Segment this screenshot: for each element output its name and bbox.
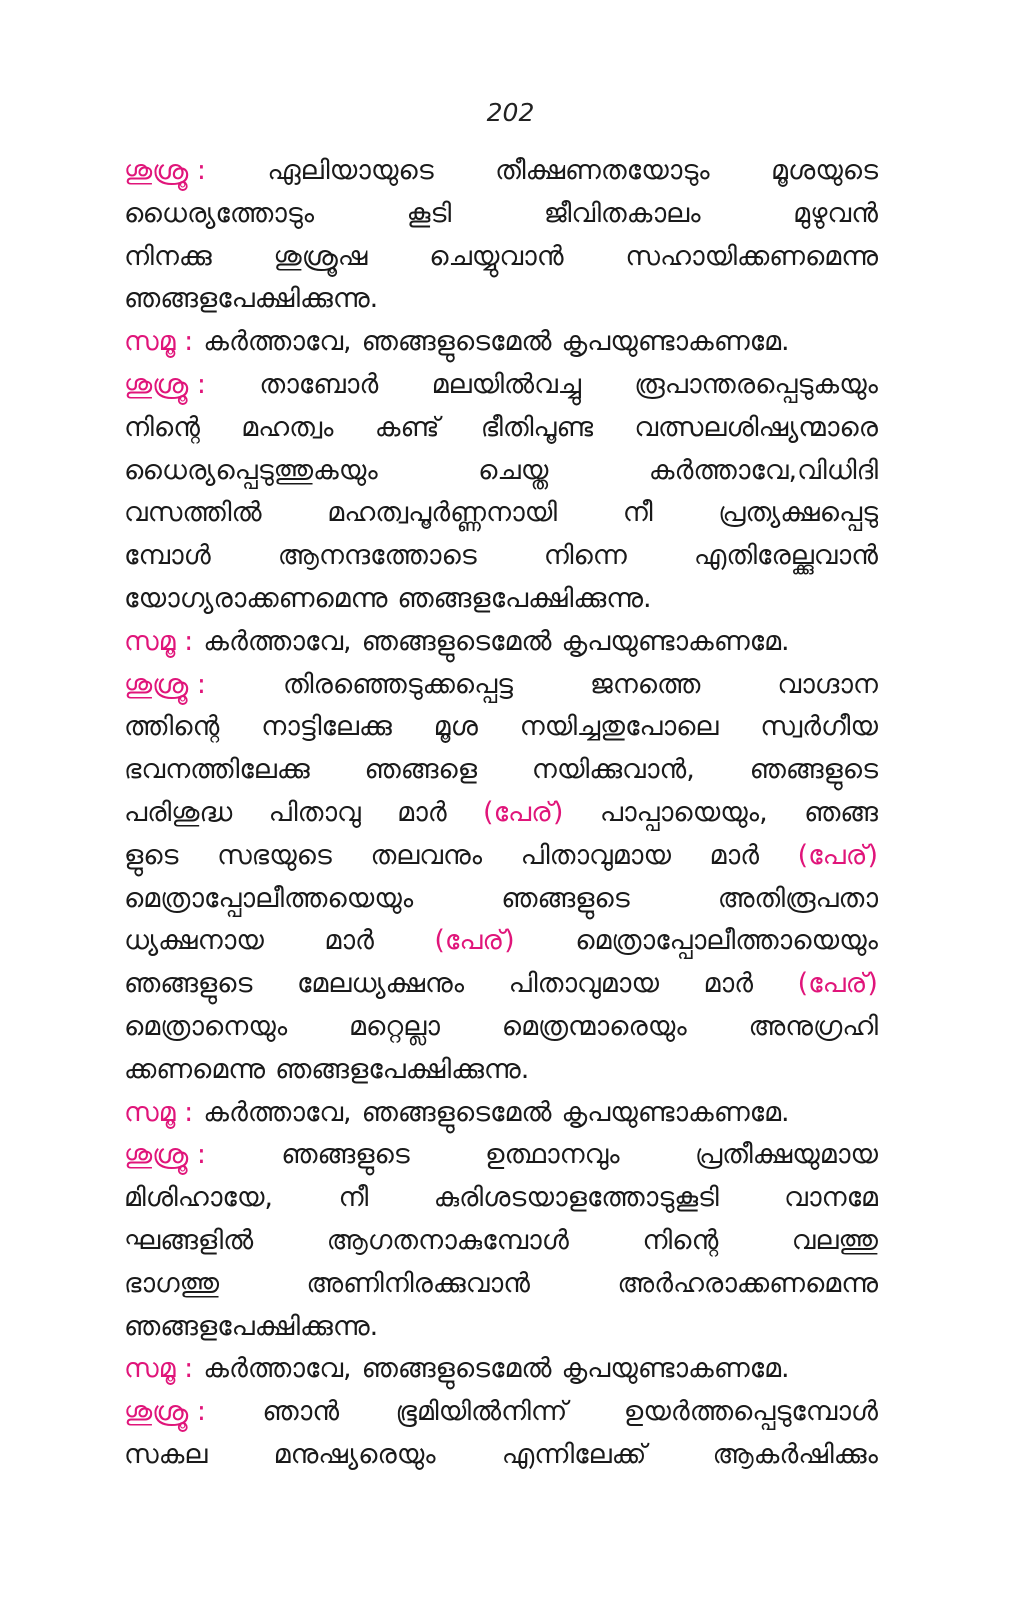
word: ആഗതനാകുമ്പോൾ xyxy=(326,1224,569,1256)
speaker-label: സമൂ : xyxy=(124,1353,194,1385)
word: മാർ xyxy=(397,796,447,828)
word: ഞാൻ xyxy=(262,1396,340,1428)
speaker-label: സമൂ : xyxy=(124,1096,194,1128)
word: ശുശ്രൂഷ xyxy=(273,240,368,272)
word: ചെയ്യുവാൻ xyxy=(429,240,564,272)
speaker-label: ശുശ്രൂ : xyxy=(124,1396,206,1428)
text-line xyxy=(124,1177,878,1220)
word: മ്പോൾ xyxy=(124,540,211,572)
word: മൂശ xyxy=(433,711,478,743)
word: മഹത്വപൂർണ്ണനായി xyxy=(327,497,558,529)
word: വത്സലശിഷ്യന്മാരെ xyxy=(634,411,878,443)
word: ഞങ്ങളുടെ xyxy=(501,882,630,914)
word: നിന്റെ xyxy=(642,1224,719,1256)
word: കൃപയുണ്ടാകണമേ. xyxy=(561,326,790,358)
word: അനുഗ്രഹി xyxy=(748,1010,878,1042)
word: സഭയുടെ xyxy=(217,839,332,871)
word: എതിരേല്ക്കുവാൻ xyxy=(693,540,878,572)
word: മലയിൽവച്ചു xyxy=(431,368,581,400)
word: പിതാവു xyxy=(268,796,361,828)
word: കർത്താവേ, xyxy=(203,625,352,657)
word: പ്രത്യക്ഷപ്പെടു xyxy=(718,497,878,529)
word: മുഴുവൻ xyxy=(793,197,878,229)
word: നീ xyxy=(338,1182,369,1214)
word: കണ്ട് xyxy=(374,411,440,443)
word: ക്കണമെന്നു xyxy=(124,1053,266,1085)
text-line xyxy=(124,193,878,236)
speaker-label: ശുശ്രൂ : xyxy=(124,368,206,400)
word: ഞങ്ങളുടെമേൽ xyxy=(361,326,552,358)
name-placeholder: (പേര്) xyxy=(483,796,564,828)
text-line xyxy=(124,278,878,321)
word: നീ xyxy=(622,497,653,529)
word: ഘങ്ങളിൽ xyxy=(124,1224,254,1256)
name-placeholder: (പേര്) xyxy=(434,925,515,957)
speaker-label: ശുശ്രൂ : xyxy=(124,155,206,186)
word: എന്നിലേക്ക് xyxy=(501,1438,647,1470)
word: സകല xyxy=(124,1438,208,1470)
text-line xyxy=(124,621,878,664)
speaker-label: ശുശ്രൂ : xyxy=(124,1139,206,1171)
text-line xyxy=(124,1348,878,1391)
text-line xyxy=(124,1391,878,1434)
text-line xyxy=(124,407,878,450)
word: താബോർ xyxy=(259,368,379,400)
text-line xyxy=(124,963,878,1006)
word: കർത്താവേ, xyxy=(203,326,352,358)
text-line xyxy=(124,1263,878,1306)
word: അണിനിരക്കുവാൻ xyxy=(306,1267,530,1299)
word: ജീവിതകാലം xyxy=(543,197,701,229)
page-number: 202 xyxy=(486,98,535,127)
word: ആകർഷിക്കും xyxy=(712,1438,878,1470)
word: പിതാവുമായ xyxy=(520,839,671,871)
word: മെത്രാപ്പോലീത്തയെയും xyxy=(124,882,414,914)
word: തലവനും xyxy=(370,839,483,871)
word: ഞങ്ങളപേക്ഷിക്കുന്നു. xyxy=(275,1053,530,1085)
word: ഞങ്ങളപേക്ഷിക്കുന്നു. xyxy=(124,1310,379,1342)
text-line xyxy=(124,1049,878,1092)
liturgy-text xyxy=(124,150,878,1477)
word: യോഗ്യരാക്കണമെന്നു xyxy=(124,582,388,614)
text-line xyxy=(124,236,878,279)
word: കർത്താവേ,വിധിദി xyxy=(648,454,878,486)
word: ളുടെ xyxy=(124,839,179,871)
text-line xyxy=(124,920,878,963)
word: മാർ xyxy=(324,925,374,957)
word: ഞങ്ങളപേക്ഷിക്കുന്നു. xyxy=(397,582,652,614)
word: വാഗ്ദാന xyxy=(777,668,878,700)
text-line xyxy=(124,578,878,621)
text-line xyxy=(124,1220,878,1263)
text-line xyxy=(124,706,878,749)
word: കുരിശടയാളത്തോടുകൂടി xyxy=(433,1182,719,1214)
word: ഉത്ഥാനവും xyxy=(485,1139,620,1171)
text-line xyxy=(124,1092,878,1135)
text-line xyxy=(124,749,878,792)
word: കൃപയുണ്ടാകണമേ. xyxy=(561,1353,790,1385)
word: മേലധ്യക്ഷനും xyxy=(296,968,465,1000)
word: നാട്ടിലേക്കു xyxy=(261,711,392,743)
name-placeholder: (പേര്) xyxy=(797,968,878,1000)
word: കൃപയുണ്ടാകണമേ. xyxy=(561,625,790,657)
word: ചെയ്ത xyxy=(478,454,549,486)
word: കർത്താവേ, xyxy=(203,1096,352,1128)
speaker-label: സമൂ : xyxy=(124,326,194,358)
word: മാർ xyxy=(703,968,754,1000)
word: മഹത്വം xyxy=(241,411,334,443)
word: ഞങ്ങളുടെമേൽ xyxy=(361,1353,552,1385)
word: ഭവനത്തിലേക്കു xyxy=(124,754,310,786)
word: മെത്രന്മാരെയും xyxy=(501,1010,687,1042)
word: ഉയർത്തപ്പെടുമ്പോൾ xyxy=(623,1396,878,1428)
word: ആനന്ദത്തോടെ xyxy=(277,540,477,572)
word: മെത്രാപ്പോലീത്തായെയും xyxy=(575,925,878,957)
word: ഞങ്ങളുടെ xyxy=(281,1139,410,1171)
word: അതിരൂപതാ xyxy=(717,882,878,914)
word: നിന്നെ xyxy=(543,540,627,572)
word: ധൈര്യത്തോടും xyxy=(124,197,315,229)
word: അർഹരാക്കണമെന്നു xyxy=(617,1267,878,1299)
word: നയിക്കുവാൻ, xyxy=(531,754,695,786)
word: പാപ്പായെയും, xyxy=(599,796,768,828)
word: മെത്രാനെയും xyxy=(124,1010,288,1042)
text-line xyxy=(124,1006,878,1049)
word: മറ്റെല്ലാ xyxy=(348,1010,440,1042)
text-line xyxy=(124,492,878,535)
text-line xyxy=(124,535,878,578)
text-line xyxy=(124,835,878,878)
word: ഏലിയായുടെ xyxy=(267,155,434,186)
word: ധ്യക്ഷനായ xyxy=(124,925,264,957)
text-line xyxy=(124,364,878,407)
word: കൃപയുണ്ടാകണമേ. xyxy=(561,1096,790,1128)
word: ധൈര്യപ്പെടുത്തുകയും xyxy=(124,454,378,486)
word: ഞങ്ങളുടെ xyxy=(749,754,878,786)
speaker-label: സമൂ : xyxy=(124,625,194,657)
name-placeholder: (പേര്) xyxy=(797,839,878,871)
word: തീക്ഷണതയോടും xyxy=(495,155,710,186)
word: വാനമേ xyxy=(784,1182,878,1214)
word: മൂശയുടെ xyxy=(771,155,878,186)
word: മിശിഹായേ, xyxy=(124,1182,274,1214)
word: മാർ xyxy=(709,839,760,871)
text-line xyxy=(124,1434,878,1477)
word: ഞങ്ങളപേക്ഷിക്കുന്നു. xyxy=(124,283,379,315)
word: പരിശുദ്ധ xyxy=(124,796,233,828)
word: മനുഷ്യരെയും xyxy=(273,1438,436,1470)
text-line xyxy=(124,1134,878,1177)
word: കർത്താവേ, xyxy=(203,1353,352,1385)
word: ഞങ്ങളെ xyxy=(364,754,477,786)
word: നിന്റെ xyxy=(124,411,200,443)
speaker-label: ശുശ്രൂ : xyxy=(124,668,206,700)
text-line xyxy=(124,450,878,493)
word: നയിച്ചതുപോലെ xyxy=(519,711,719,743)
word: ഞങ്ങളുടെ xyxy=(124,968,253,1000)
word: ഭാഗത്തു xyxy=(124,1267,220,1299)
word: വലത്തു xyxy=(791,1224,878,1256)
word: രൂപാന്തരപ്പെടുകയും xyxy=(634,368,878,400)
word: ത്തിന്റെ xyxy=(124,711,220,743)
word: നിനക്കു xyxy=(124,240,212,272)
word: ഭീതിപൂണ്ട xyxy=(480,411,594,443)
word: വസത്തിൽ xyxy=(124,497,262,529)
text-line xyxy=(124,664,878,707)
word: ഞങ്ങ xyxy=(804,796,878,828)
text-line xyxy=(124,792,878,835)
word: കൂടി xyxy=(406,197,452,229)
word: തിരഞ്ഞെടുക്കപ്പെട്ട xyxy=(282,668,513,700)
word: ജനത്തെ xyxy=(590,668,701,700)
word: സ്വർഗീയ xyxy=(760,711,878,743)
text-line xyxy=(124,1306,878,1349)
word: സഹായിക്കണമെന്നു xyxy=(625,240,878,272)
text-line xyxy=(124,321,878,364)
word: ഞങ്ങളുടെമേൽ xyxy=(361,1096,552,1128)
text-line xyxy=(124,150,878,193)
word: പ്രതീക്ഷയുമായ xyxy=(694,1139,878,1171)
text-line xyxy=(124,878,878,921)
word: ഭൂമിയിൽനിന്ന് xyxy=(395,1396,568,1428)
word: ഞങ്ങളുടെമേൽ xyxy=(361,625,552,657)
word: പിതാവുമായ xyxy=(508,968,659,1000)
